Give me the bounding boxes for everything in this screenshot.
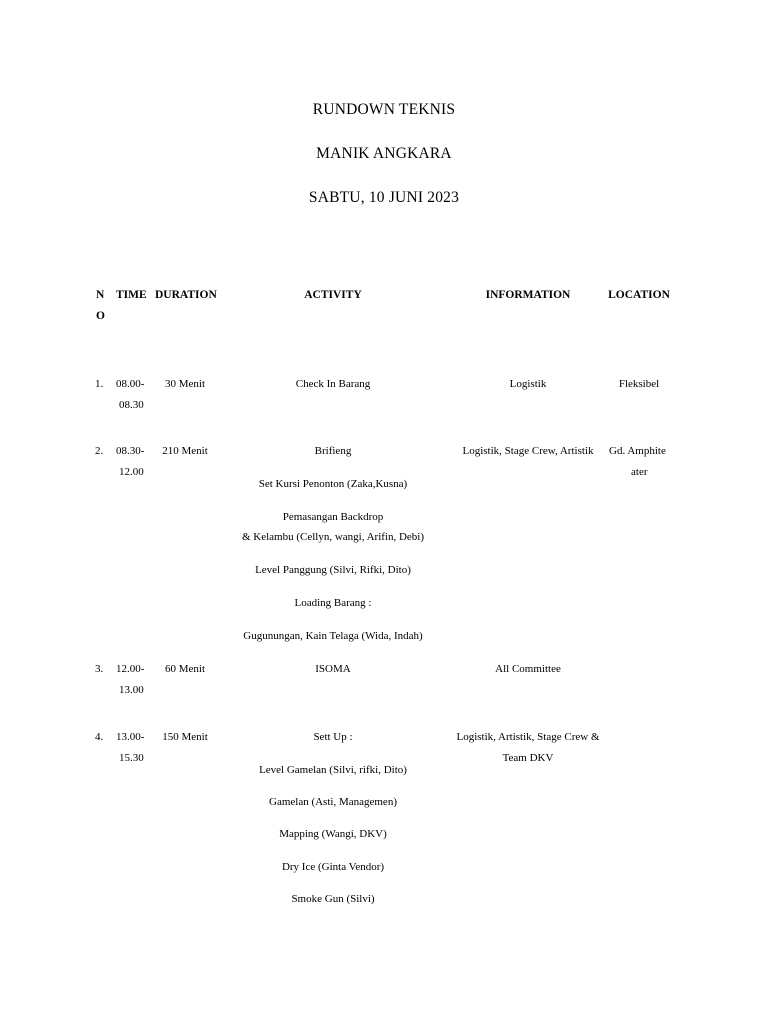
row-activity: Gamelan (Asti, Managemen) (269, 796, 397, 808)
row-number: 4. (95, 731, 104, 743)
row-time-end: 15.30 (119, 752, 144, 764)
row-number: 2. (95, 445, 104, 457)
row-duration: 210 Menit (162, 445, 208, 457)
header-duration: DURATION (155, 289, 217, 301)
event-date: SABTU, 10 JUNI 2023 (308, 189, 460, 206)
row-information: Logistik (509, 378, 547, 390)
row-activity: Brifieng (314, 445, 352, 457)
row-location: Fleksibel (618, 378, 660, 390)
row-activity: Level Gamelan (Silvi, rifki, Dito) (259, 764, 407, 776)
row-time-end: 08.30 (119, 399, 144, 411)
row-time-start: 13.00- (116, 731, 145, 743)
row-information: Logistik, Artistik, Stage Crew & (456, 731, 600, 743)
row-activity: Check In Barang (295, 378, 371, 390)
row-time-end: 13.00 (119, 684, 144, 696)
row-information: Logistik, Stage Crew, Artistik (462, 445, 594, 457)
row-duration: 150 Menit (162, 731, 208, 743)
row-activity: & Kelambu (Cellyn, wangi, Arifin, Debi) (241, 531, 425, 543)
row-location: Gd. Amphite (609, 445, 666, 457)
row-activity: Gugunungan, Kain Telaga (Wida, Indah) (243, 630, 423, 642)
header-activity: ACTIVITY (304, 289, 362, 301)
row-activity: Smoke Gun (Silvi) (291, 893, 375, 905)
row-activity: Dry Ice (Ginta Vendor) (281, 861, 385, 873)
row-time-start: 08.00- (116, 378, 145, 390)
header-location: LOCATION (608, 289, 670, 301)
document-title: RUNDOWN TEKNIS (312, 101, 456, 118)
row-time-start: 12.00- (116, 663, 145, 675)
row-duration: 60 Menit (164, 663, 206, 675)
header-information: INFORMATION (485, 289, 571, 301)
row-time-end: 12.00 (119, 466, 144, 478)
row-location-cont: ater (631, 466, 648, 478)
row-activity: Set Kursi Penonton (Zaka,Kusna) (258, 478, 408, 490)
row-information-cont: Team DKV (502, 752, 554, 764)
header-time: TIME (116, 289, 147, 301)
row-activity: Sett Up : (313, 731, 353, 743)
row-information: All Committee (495, 663, 561, 675)
header-no: N (96, 289, 105, 301)
row-activity: Loading Barang : (294, 597, 372, 609)
row-activity: Pemasangan Backdrop (282, 511, 384, 523)
row-number: 3. (95, 663, 104, 675)
row-time-start: 08.30- (116, 445, 145, 457)
row-activity: Mapping (Wangi, DKV) (279, 828, 387, 840)
row-activity: Level Panggung (Silvi, Rifki, Dito) (255, 564, 411, 576)
event-name: MANIK ANGKARA (316, 145, 452, 162)
row-activity: ISOMA (315, 663, 351, 675)
row-duration: 30 Menit (164, 378, 206, 390)
header-no-cont: O (96, 310, 105, 322)
row-number: 1. (95, 378, 104, 390)
